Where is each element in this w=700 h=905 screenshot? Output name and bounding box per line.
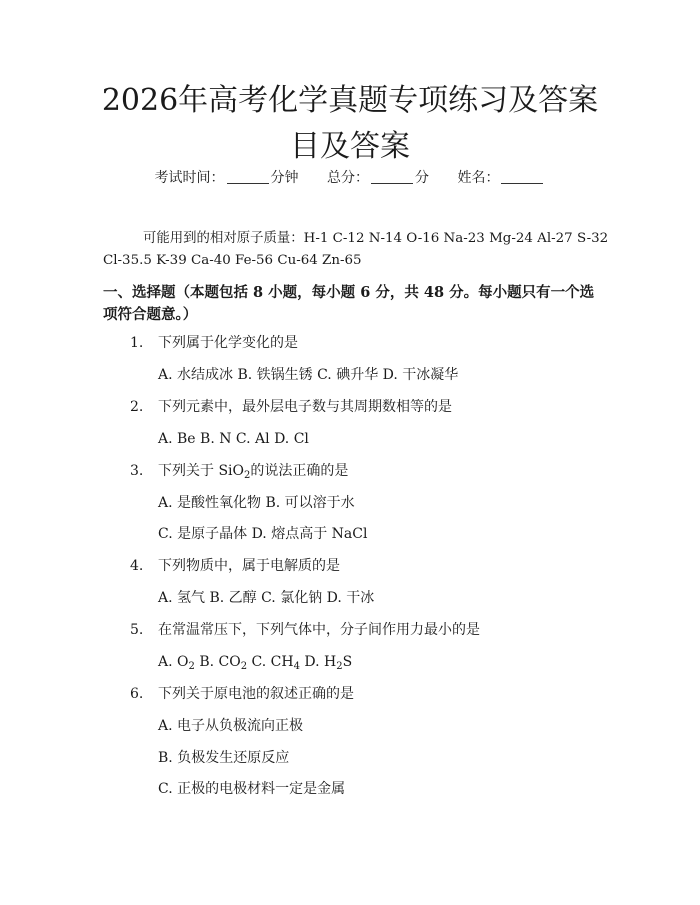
student-name-blank — [501, 169, 543, 184]
question-number: 5. — [130, 622, 144, 638]
question-stem-post: 的说法正确的是 — [250, 463, 349, 479]
question-stem: 在常温常压下，下列气体中，分子间作用力最小的是 — [158, 622, 480, 638]
exam-info-line — [0, 168, 700, 188]
question-2 — [130, 397, 452, 417]
atomic-mass-line-2: Cl-35.5 K-39 Ca-40 Fe-56 Cu-64 Zn-65 — [103, 253, 362, 268]
subscript: 2 — [188, 661, 195, 672]
option-b: B. CO — [194, 654, 241, 670]
total-score-label: 总分： — [327, 170, 369, 186]
option-d-tail: S — [342, 654, 353, 670]
question-stem: 下列属于化学变化的是 — [158, 335, 298, 351]
exam-time-unit: 分钟 — [270, 170, 299, 186]
question-number: 4. — [130, 558, 144, 574]
question-number: 1. — [130, 335, 144, 351]
student-name-field — [457, 170, 545, 186]
subscript: 2 — [244, 470, 251, 481]
question-2-options: A. Be B. N C. Al D. Cl — [158, 431, 309, 447]
question-1-options: A. 水结成冰 B. 铁锅生锈 C. 碘升华 D. 干冰凝华 — [158, 367, 459, 383]
question-3 — [130, 461, 348, 481]
question-4-options: A. 氢气 B. 乙醇 C. 氯化钠 D. 干冰 — [158, 590, 375, 606]
question-3-options-cd: C. 是原子晶体 D. 熔点高于 NaCl — [158, 526, 368, 542]
atomic-mass-line-1: 可能用到的相对原子质量：H-1 C-12 N-14 O-16 Na-23 Mg-24 Al-27 S-32 — [143, 231, 609, 246]
question-number: 2. — [130, 399, 144, 415]
question-number: 3. — [130, 463, 144, 479]
question-6-option-a: A. 电子从负极流向正极 — [158, 718, 304, 734]
question-stem: 下列元素中，最外层电子数与其周期数相等的是 — [158, 399, 452, 415]
exam-time-label: 考试时间： — [154, 170, 225, 186]
total-score-unit: 分 — [415, 170, 429, 186]
option-c: C. CH — [247, 654, 294, 670]
question-6-option-c: C. 正极的电极材料一定是金属 — [158, 781, 346, 797]
subscript: 2 — [336, 661, 343, 672]
question-1 — [130, 333, 298, 353]
subscript: 4 — [293, 661, 300, 672]
subscript: 2 — [240, 661, 248, 672]
question-stem: 下列关于原电池的叙述正确的是 — [158, 686, 354, 702]
total-score-blank — [371, 169, 413, 184]
total-score-field — [327, 170, 433, 186]
question-6 — [130, 684, 354, 704]
atomic-mass-note — [103, 228, 609, 272]
question-4 — [130, 556, 340, 576]
page-title: 2026年高考化学真题专项练习及答案目及答案 — [101, 83, 599, 164]
section-heading: 一、选择题（本题包括 8 小题，每小题 6 分，共 48 分。每小题只有一个选项符合题意。） — [103, 284, 595, 323]
question-3-options-ab: A. 是酸性氧化物 B. 可以溶于水 — [158, 495, 355, 511]
option-a: A. O — [158, 654, 189, 670]
question-5-options — [158, 652, 352, 672]
question-6-option-b: B. 负极发生还原反应 — [158, 750, 290, 766]
exam-time-blank — [227, 169, 269, 184]
option-d: D. H — [299, 654, 337, 670]
exam-time-field — [155, 170, 303, 186]
question-stem: 下列物质中，属于电解质的是 — [158, 558, 340, 574]
question-number: 6. — [130, 686, 144, 702]
student-name-label: 姓名： — [457, 170, 500, 186]
question-5 — [130, 620, 480, 640]
question-stem-pre: 下列关于 SiO — [158, 463, 244, 479]
